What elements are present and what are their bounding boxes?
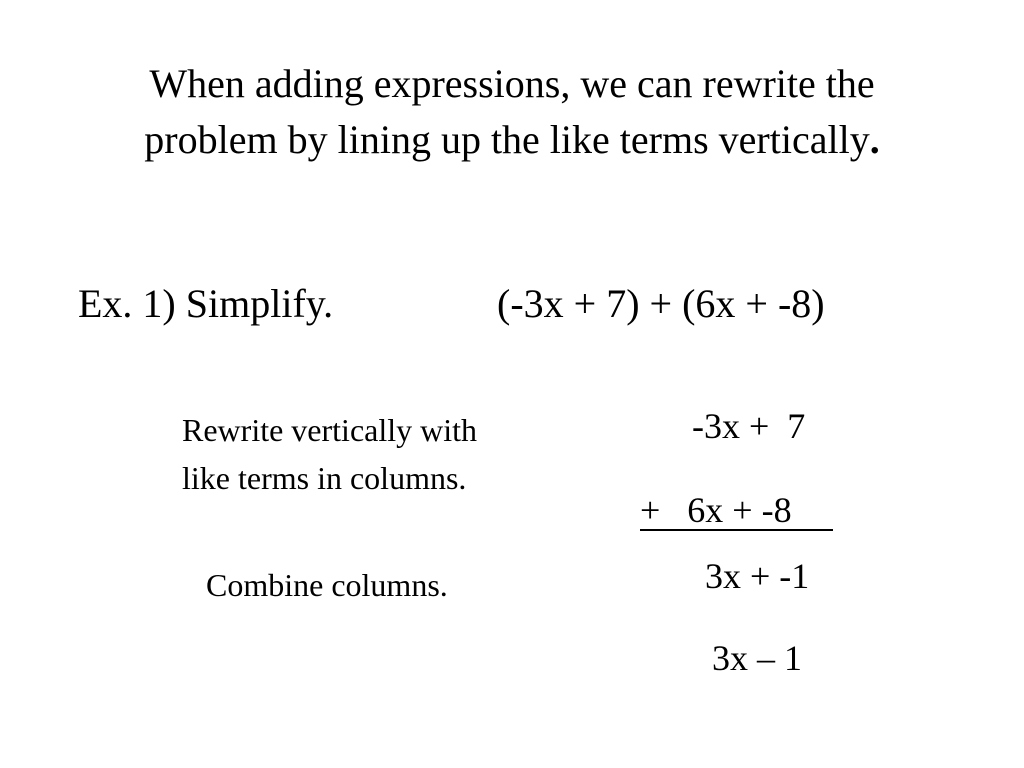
vertical-row-first-expression: -3x + 7 (692, 406, 806, 446)
example-expression: (-3x + 7) + (6x + -8) (497, 281, 825, 326)
title-period: . (869, 117, 880, 162)
simplified-answer: 3x – 1 (712, 638, 802, 678)
vertical-row-combined-result: 3x + -1 (705, 556, 810, 596)
vertical-row-second-expression: + 6x + -8 (640, 490, 792, 530)
title-line-2 (0, 112, 1024, 168)
example-label: Ex. 1) Simplify. (78, 281, 334, 326)
rewrite-instruction-line-1: Rewrite vertically with (182, 412, 478, 448)
combine-instruction: Combine columns. (206, 567, 448, 603)
title-line-1: When adding expressions, we can rewrite the (149, 61, 875, 106)
title-line-2-text: problem by lining up the like terms vertically (144, 117, 870, 162)
sum-underline (640, 529, 833, 531)
rewrite-instruction-line-2: like terms in columns. (182, 460, 467, 496)
slide-title (0, 56, 1024, 168)
